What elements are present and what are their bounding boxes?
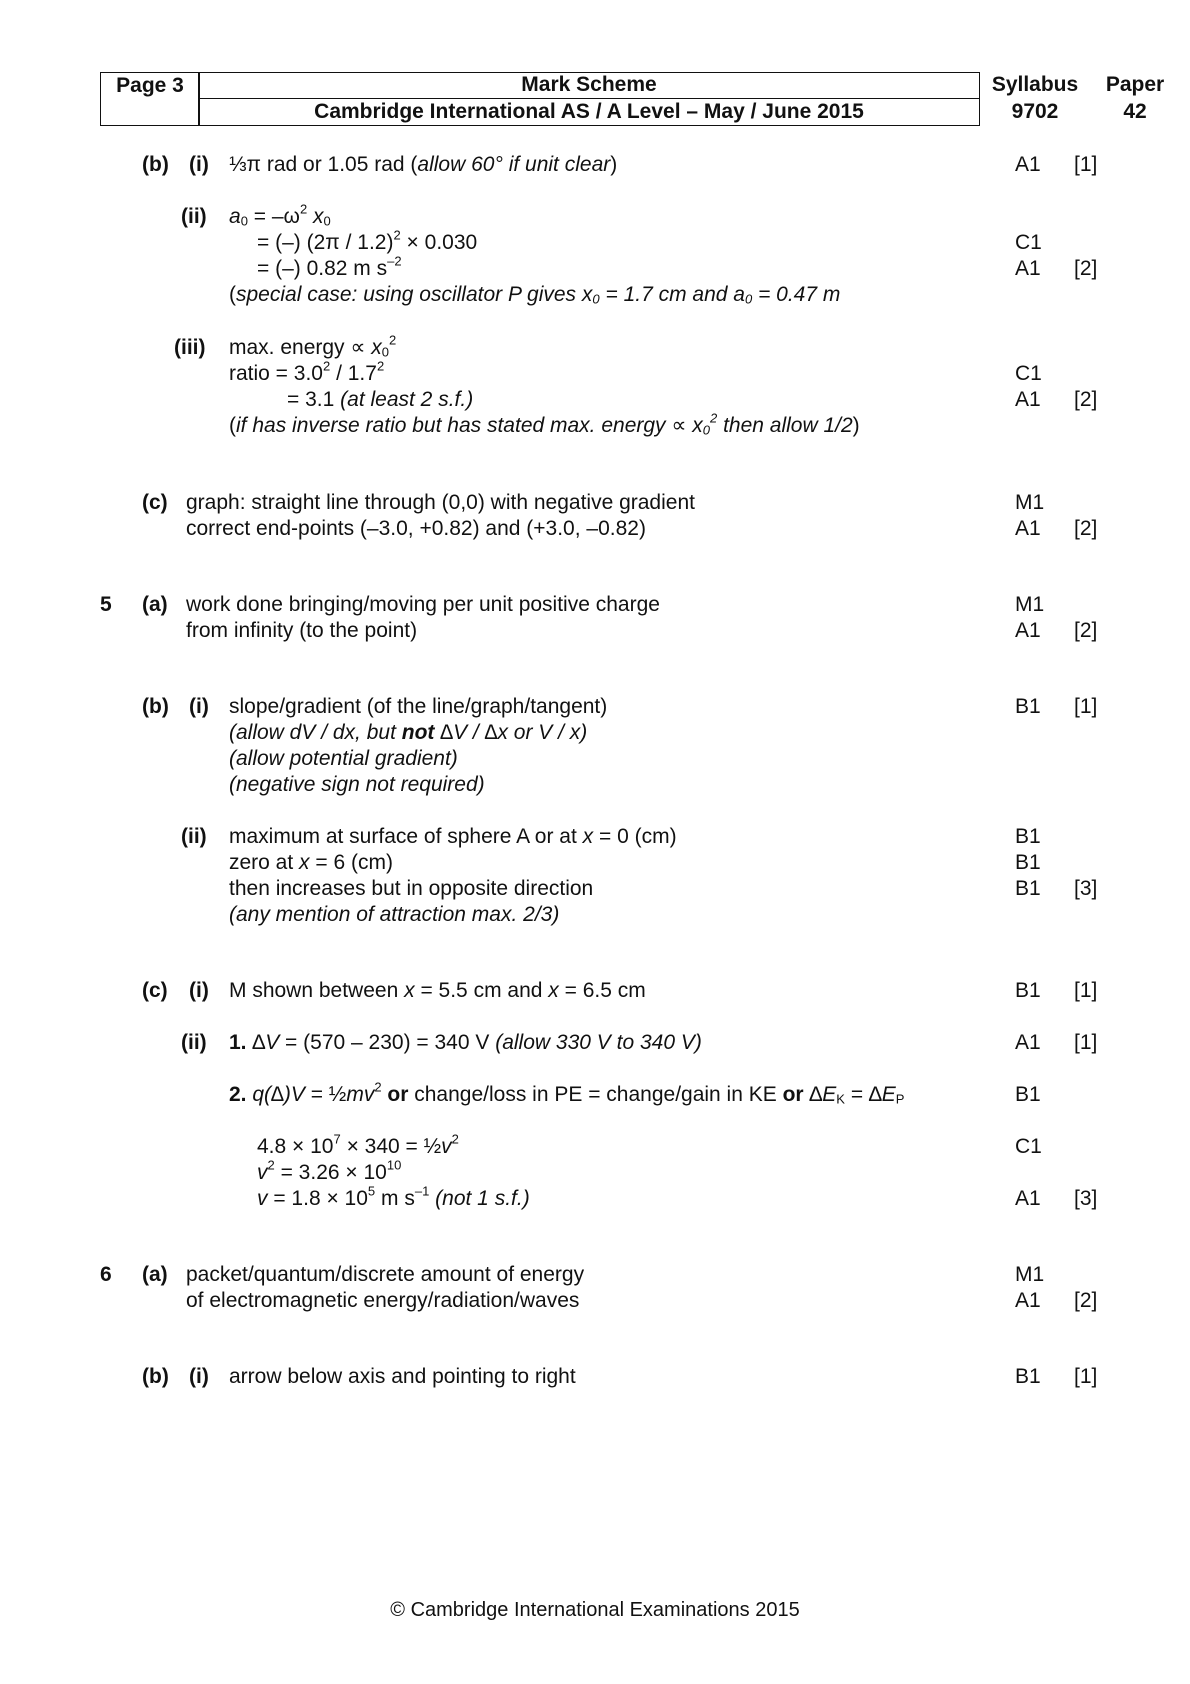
total-6a: [2] [1074,1289,1098,1312]
answer-4bii-line3: = (–) 0.82 m $s^{-2}$ [257,253,402,280]
total-4bi: [1] [1074,153,1098,176]
paper-label: Paper [1105,73,1165,96]
mark-4c-line1: M1 [1015,491,1045,514]
answer-4biii-line3: = 3.1 (at least 2 s.f.) [287,388,474,411]
mark-4c-line2: A1 [1015,517,1041,540]
part-label-5a: (a) [142,593,168,616]
mark-scheme-title: Mark Scheme [521,73,657,96]
answer-4biii-line1: max. energy ∝ $x_0^2$ [229,332,397,360]
answer-5bii-line1: maximum at surface of sphere A or at x = 0 (cm) [229,825,677,848]
subpart-label-4bi: (i) [189,153,209,176]
total-5cii-2: [3] [1074,1187,1098,1210]
answer-5a-line1: work done bringing/moving per unit positive charge [186,593,660,616]
answer-5cii-2-line3: $v^2 = 3.26 \times 10^{10}$ [257,1157,402,1184]
answer-4biii-line2: ratio = $3.0^2 / 1.7^2$ [229,358,385,385]
mark-4biii-line2: C1 [1015,362,1042,385]
mark-4biii-line3: A1 [1015,388,1041,411]
mark-5cii-2-line1: B1 [1015,1083,1041,1106]
subpart-label-5bi: (i) [189,695,209,718]
copyright-footer: © Cambridge International Examinations 2015 [390,1599,800,1621]
total-4c: [2] [1074,517,1098,540]
mark-5ci: B1 [1015,979,1041,1002]
answer-4bi: ⅓π rad or 1.05 rad (allow 60° if unit clear) [229,153,618,176]
mark-6a-line2: A1 [1015,1289,1041,1312]
answer-4c-line1: graph: straight line through (0,0) with negative gradient [186,491,695,514]
mark-5bii-line2: B1 [1015,851,1041,874]
question-number-5: 5 [100,593,112,616]
subpart-label-5ci: (i) [189,979,209,1002]
total-5bii: [3] [1074,877,1098,900]
mark-4bii-line3: A1 [1015,257,1041,280]
answer-5bi-line3: (allow potential gradient) [229,747,458,770]
subpart-label-5cii: (ii) [181,1031,207,1054]
question-number-6: 6 [100,1263,112,1286]
subpart-label-5bii: (ii) [181,825,207,848]
syllabus-code: 9702 [1011,100,1059,123]
mark-5cii-2-line2: C1 [1015,1135,1042,1158]
total-5ci: [1] [1074,979,1098,1002]
part-label-4c: (c) [142,491,168,514]
part-label-5c: (c) [142,979,168,1002]
answer-6bi: arrow below axis and pointing to right [229,1365,576,1388]
mark-5cii-1: A1 [1015,1031,1041,1054]
answer-5bi-line1: slope/gradient (of the line/graph/tangent) [229,695,608,718]
answer-6a-line1: packet/quantum/discrete amount of energy [186,1263,585,1286]
answer-4bii-note: (special case: using oscillator P gives $x_0 = 1.7$ cm and $a_0 = 0.47$ m [229,283,841,307]
answer-4bii-line1: $a_0 = -\omega^2$ $x_0$ [229,201,331,229]
subpart-label-6bi: (i) [189,1365,209,1388]
part-label-4b: (b) [142,153,169,176]
part-label-5b: (b) [142,695,169,718]
answer-5bi-line4: (negative sign not required) [229,773,485,796]
syllabus-label: Syllabus [991,73,1079,96]
mark-5a-line1: M1 [1015,593,1045,616]
total-4biii: [2] [1074,388,1098,411]
total-6bi: [1] [1074,1365,1098,1388]
exam-title: Cambridge International AS / A Level – May / June 2015 [314,100,864,123]
answer-5bi-line2: (allow dV / dx, but not ∆V / ∆x or V / x) [229,721,588,744]
answer-5a-line2: from infinity (to the point) [186,619,418,642]
mark-4bii-line2: C1 [1015,231,1042,254]
part-label-6b: (b) [142,1365,169,1388]
mark-5cii-2-line4: A1 [1015,1187,1041,1210]
answer-5ci: M shown between x = 5.5 cm and x = 6.5 cm [229,979,646,1002]
answer-5cii-2-line1: 2. $q(\Delta)V = \frac{1}{2}mv^2$ or change/loss in PE = change/gain in KE or $\Delta E_K = \Delta E_P$ [229,1079,905,1107]
answer-5bii-line3: then increases but in opposite direction [229,877,594,900]
page-number: Page 3 [116,74,184,97]
subpart-label-4biii: (iii) [174,336,206,359]
mark-5bi: B1 [1015,695,1041,718]
paper-number: 42 [1123,100,1147,123]
subpart-label-4bii: (ii) [181,205,207,228]
total-5a: [2] [1074,619,1098,642]
mark-6bi: B1 [1015,1365,1041,1388]
total-5cii-1: [1] [1074,1031,1098,1054]
mark-5bii-line1: B1 [1015,825,1041,848]
answer-5cii-2-line4: $v = 1.8 \times 10^5$ m $s^{-1}$ (not 1 s.f.) [257,1183,530,1210]
answer-4bii-line2: = (–) (2π / 1.2)$^2$ × 0.030 [257,227,478,254]
answer-4c-line2: correct end-points (–3.0, +0.82) and (+3.0, –0.82) [186,517,646,540]
answer-6a-line2: of electromagnetic energy/radiation/waves [186,1289,580,1312]
answer-5cii-1: 1. ∆V = (570 – 230) = 340 V (allow 330 V to 340 V) [229,1031,702,1054]
total-5bi: [1] [1074,695,1098,718]
answer-5cii-2-line2: $4.8 \times 10^7 \times 340$ = $\frac{1}{2}v^2$ [257,1131,459,1158]
answer-5bii-line2: zero at x = 6 (cm) [229,851,393,874]
part-label-6a: (a) [142,1263,168,1286]
total-4bii: [2] [1074,257,1098,280]
header-table [100,72,1165,126]
answer-5bii-note: (any mention of attraction max. 2/3) [229,903,560,926]
answer-4biii-note: (if has inverse ratio but has stated max. energy ∝ $x_0^2$ then allow 1/2) [229,410,860,438]
mark-6a-line1: M1 [1015,1263,1045,1286]
mark-5a-line2: A1 [1015,619,1041,642]
mark-4bi: A1 [1015,153,1041,176]
mark-5bii-line3: B1 [1015,877,1041,900]
